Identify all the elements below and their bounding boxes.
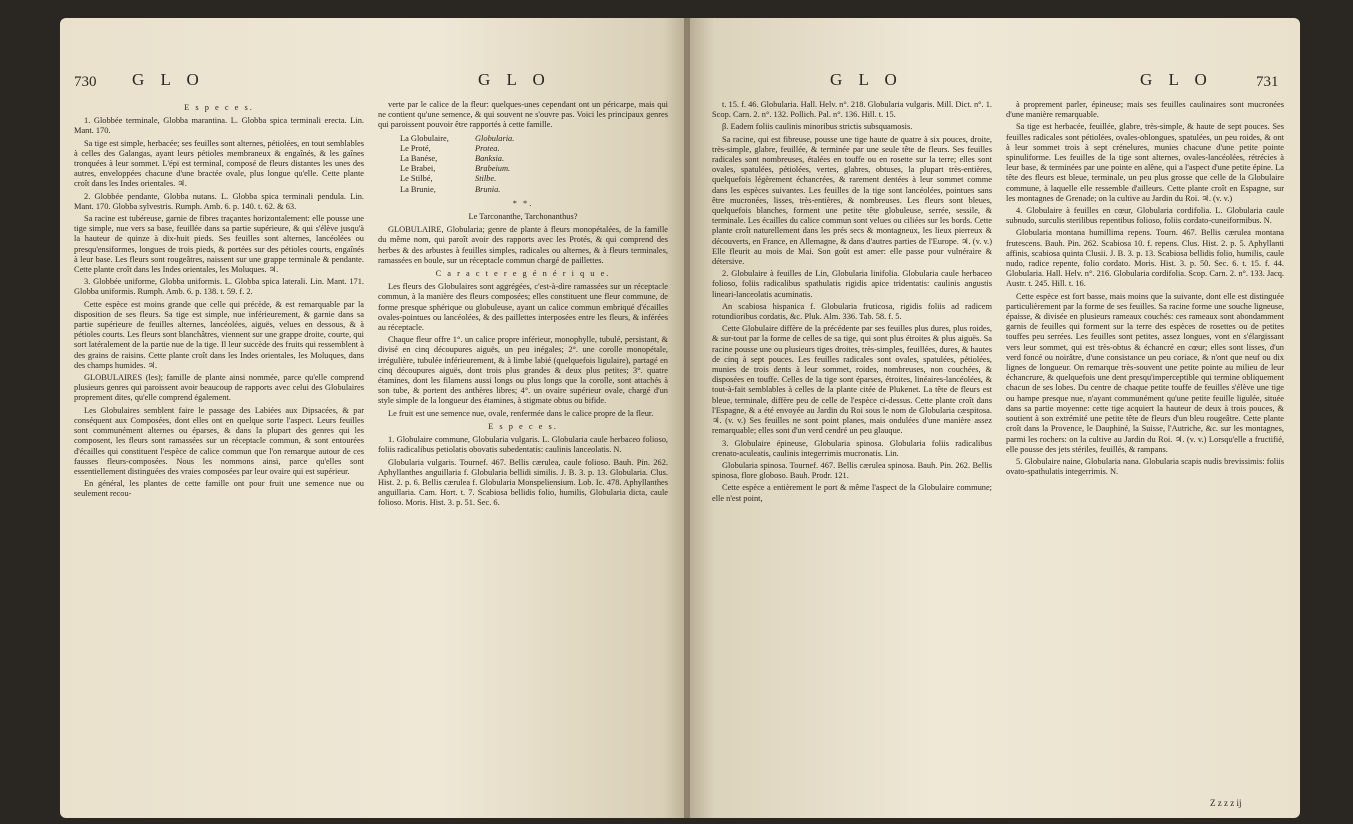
- paragraph: 1. Globulaire commune, Globularia vulgaris. L. Globularia caule herbaceo folioso, foliis radicalibus petiolatis obovatis subedentatis: caulinis lanceolatis. N.: [378, 435, 668, 455]
- genus-french: Le Proté,: [400, 143, 431, 153]
- signature-mark: Z z z z ij: [1210, 798, 1242, 808]
- section-heading: E s p e c e s.: [184, 103, 254, 112]
- paragraph: Cette espèce est moins grande que celle qui précède, & est remarquable par la disposition de ses fleurs. Sa tige est simple, nue inférieurement, & garnie dans sa partie supérieure de feuilles alternes, lancéolées, aiguës, velues en dessous, & à pétioles courts. Les fleurs sont blanchâtres, viennent sur une grappe droite, courte, qui sort latéralement de la partie nue de la tige. Il leur succède des fruits qui ressemblent à des grains de raisins. Cette plante croît dans les Indes orientales, les Moluques, dans des champs humides. ♃.: [74, 299, 364, 370]
- genus-row: [400, 164, 668, 174]
- left-running-head-2: G L O: [478, 70, 551, 89]
- genus-french: Le Brabei,: [400, 164, 436, 174]
- right-running-head-1: G L O: [830, 70, 903, 89]
- paragraph: Sa tige est herbacée, feuillée, glabre, très-simple, & haute de sept pouces. Ses feuilles radicales sont pétiolées, ovales-oblongues, spatulées, un peu roides, & ont à leur sommet trois à sept crénelures, munies chacune d'une petite pointe spinuliforme. Les feuilles de la tige sont alternes, ovales-lancéolées, rétrécies à leur base, & terminées par une pointe en alêne, qui a l'aspect d'une petite épine. La tête des fleurs est bleue, terminale, un peu plus grosse que celle de la Globulaire commune, à laquelle elle ressemble d'ailleurs. Cette plante croît en Espagne, sur les montagnes de Grenade; on la cultive au Jardin du Roi. ♃. (v. v.): [1006, 122, 1284, 203]
- right-column-1: [712, 100, 992, 800]
- genus-latin: Brunia.: [475, 184, 501, 194]
- paragraph: Cette espèce a entièrement le port & même l'aspect de la Globulaire commune; elle n'est point,: [712, 483, 992, 503]
- book-spread: [60, 18, 1300, 818]
- paragraph: En général, les plantes de cette famille ont pour fruit une semence nue ou seulement recou-: [74, 479, 364, 499]
- paragraph: Globularia spinosa. Tournef. 467. Bellis cærulea spinosa. Bauh. Pin. 262. Bellis spinosa, flore globoso. Bauh. Prodr. 121.: [712, 460, 992, 481]
- genus-latin: Stilbe.: [475, 174, 497, 184]
- genus-latin: Banksia.: [475, 154, 505, 164]
- paragraph: GLOBULAIRE, Globularia; genre de plante à fleurs monopétalées, de la famille du même nom, qui paroît avoir des rapports avec les Protés, & qui comprend des herbes & des arbustes à feuilles simples, radicales ou alternes, & à fleurs terminales, ramassées en boule, sur un réceptacle commun chargé de paillettes.: [378, 225, 668, 265]
- genus-row: [400, 174, 668, 184]
- genus-french: La Banése,: [400, 154, 438, 164]
- paragraph: Sa tige est simple, herbacée; ses feuilles sont alternes, pétiolées, en tout semblables à celles des Galangas, ayant leurs pétioles membraneux & engaînés, & les gaînes tronquées à leur sommet. L'épi est terminal, composé de fleurs distantes les unes des autres, enveloppées chacune d'une bractée ovale, plus longue qu'elle. Cette plante croît dans les Indes orientales. ♃.: [74, 138, 364, 189]
- stars: * *.: [512, 198, 534, 208]
- right-running-head-2: G L O: [1140, 70, 1213, 89]
- section-heading: E s p e c e s.: [488, 421, 558, 431]
- left-column-1: [74, 100, 364, 800]
- genus-latin: Globularia.: [475, 133, 515, 143]
- paragraph: Les fleurs des Globulaires sont aggrégées, c'est-à-dire ramassées sur un réceptacle commun, à la manière des fleurs composées; elles constituent une fleur commune, de forme presque sphérique ou globuleuse, ayant un calice commun embriqué d'écailles ovales-pointues ou lancéolées, & des paillettes interposées entre les fleurs, & inférées au réceptacle.: [378, 282, 668, 333]
- genera-intro: verte par le calice de la fleur: quelques-unes cependant ont un péricarpe, mais qui ne contient qu'une semence, & qui souvent ne s'ouvre pas. Voici les principaux genres qui paroissent pouvoir être rapportés à cette famille.: [378, 100, 668, 130]
- paragraph: Globularia vulgaris. Tournef. 467. Bellis cærulea, caule folioso. Bauh. Pin. 262. Aphyllanthes anguillaria f. Globularia bellidi similis. J. B. 3. p. 13. Globularia. Clus. Hist. 2. p. 6. Bellis cærulea f. Globularia Monspeliensium. Lob. Ic. 478. Aphyllanthes anguillaria. Cam. Hort. t. 7. Scabiosa bellidis folio, humilis, Globularia dicta, caule folioso. Moris. Hist. 3. p. 51. Sec. 6.: [378, 457, 668, 508]
- genera-list: [400, 134, 668, 195]
- paragraph: 1. Globbée terminale, Globba marantina. L. Globba spica terminali erecta. Lin. Mant. 170.: [74, 116, 364, 136]
- paragraph: 4. Globulaire à feuilles en cœur, Globularia cordifolia. L. Globularia caule subnudo, surculis sterilibus repentibus folioso, foliis cordato-cuneiformibus. N.: [1006, 206, 1284, 226]
- paragraph: Le fruit est une semence nue, ovale, renfermée dans le calice propre de la fleur.: [388, 408, 654, 418]
- genus-french: La Globulaire,: [400, 133, 449, 143]
- genus-row: [400, 154, 668, 164]
- genus-latin: Protea.: [475, 143, 500, 153]
- paragraph: 5. Globulaire naine, Globularia nana. Globularia scapis nudis brevissimis: foliis ovato-spathulatis integerrimis. N.: [1006, 456, 1284, 477]
- genus-french: Le Stilbé,: [400, 174, 433, 184]
- paragraph: Cette espèce est fort basse, mais moins que la suivante, dont elle est distinguée particulièrement par la forme de ses feuilles. Sa racine forme une souche ligneuse, épaisse, & divisée en plusieurs rameaux couchés: ces rameaux sont abondamment garnis de feuilles qui forment sur la terre des espèces de rosettes ou de petites touffes peu serrées. Les feuilles sont petites, assez longues, vont en s'élargissant vers leur sommet, qui est très-obtus & échancré en cœur; elles sont lisses, d'un verd foncé ou noirâtre, d'une consistance un peu coriace, & n'ont que neuf ou dix lignes de longueur. On remarque très-souvent une petite pointe au milieu de leur échancrure, & quelquefois une dent presqu'imperceptible qui termine obliquement chacun de ses lobes. Du centre de chaque petite touffe de feuilles s'élève une tige ou hampe presque nue, n'ayant communément qu'une petite feuille ligulée, située dans sa partie moyenne: cette tige acquiert la hauteur de deux à trois pouces, & soutient à son extrémité une petite tête de fleurs d'un bleu rougeâtre. Cette plante croît dans la Provence, le Dauphiné, la Suisse, l'Autriche, &c. sur les montagnes, parmi les rochers: on la cultive au Jardin du Roi. ♃. (v. v.) Lorsqu'elle a fructifié, elle pousse des jets stériles, feuillés, & rampans.: [1006, 291, 1284, 454]
- paragraph: Sa racine, qui est fibreuse, pousse une tige haute de quatre à six pouces, droite, très-simple, glabre, feuillée, & terminée par une seule tête de fleurs. Ses feuilles radicales sont nombreuses, étalées en touffe ou en rosette sur la terre; elles sont ovales, spatulées, pétiolées, vertes, glabres, obtuses, la plupart très-entières, quelquefois légèrement échancrées, & rarement dentées à leur sommet comme dans les espèces suivantes. Les feuilles de la tige sont lancéolées, pointues sans être mucronées, lisses, très-entières, & nombreuses. Les fleurs sont bleues, quelquefois blanches, forment une petite tête globuleuse, serrée, sessile, & terminale. Les écailles du calice commun sont velues ou ciliées sur les bords. Cette plante croît naturellement dans les prés secs & montagneux, les lieux pierreux & découverts, en France, en Allemagne, & dans d'autres parties de l'Europe. ♃. (v. v.) Elle fleurit au mois de Mai. Son goût est amer: elle passe pour vulnéraire & détersive.: [712, 134, 992, 267]
- paragraph: à proprement parler, épineuse; mais ses feuilles caulinaires sont mucronées d'une manière remarquable.: [1006, 100, 1284, 120]
- paragraph: Les Globulaires semblent faire le passage des Labiées aux Dipsacées, & par conséquent aux Composées, dont elles ont en quelque sorte l'aspect. Leurs feuilles sont communément alternes ou éparses, & dans la plupart des genres qui les composent, les fleurs sont ramassées sur un réceptacle commun, & sont entourées d'écailles qui constituent l'espèce de calice commun que l'on remarque autour de ces fausses fleurs-composées. Nous les nommons ainsi, parce qu'elles sont essentiellement distinguées des vraies composées par leur ovaire qui est supérieur.: [74, 405, 364, 476]
- genus-row: [400, 185, 668, 195]
- genus-row: [400, 134, 668, 144]
- tarconanthe: Le Tarconanthe, Tarchonanthus?: [468, 212, 578, 222]
- paragraph: β. Eadem foliis caulinis minoribus strictis subsquamosis.: [722, 122, 913, 132]
- section-heading: C a r a c t e r e g é n é r i q u e.: [435, 269, 611, 279]
- paragraph: t. 15. f. 46. Globularia. Hall. Helv. n°. 218. Globularia vulgaris. Mill. Dict. n°. 1. Scop. Carn. 2. n°. 132. Pollich. Pal. n°. 136. Hill. t. 15.: [712, 100, 992, 120]
- genus-latin: Brabeium.: [475, 164, 511, 174]
- genus-row: [400, 144, 668, 154]
- right-page: [690, 18, 1300, 818]
- right-page-number: 731: [1256, 74, 1279, 90]
- paragraph: 3. Globulaire épineuse, Globularia spinosa. Globularia foliis radicalibus crenato-aculeatis, caulinis integerrimis mucronatis. Lin.: [712, 438, 992, 458]
- genus-french: La Brunie,: [400, 184, 436, 194]
- paragraph: 3. Globbée uniforme, Globba uniformis. L. Globba spica laterali. Lin. Mant. 171. Globba uniformis. Rumph. Amb. 6. p. 138. t. 59. f. 2.: [74, 277, 364, 297]
- left-page: [60, 18, 688, 818]
- paragraph: Cette Globulaire diffère de la précédente par ses feuilles plus dures, plus roides, & sur-tout par la forme de celles de sa tige, qui sont plus étroites & plus aiguës. Sa racine pousse une ou plusieurs tiges droites, très-simples, feuillées, dures, & hautes de cinq à sept pouces. Les feuilles radicales sont ovales, spatulées, pétiolées, munies de trois dents à leur sommet, roides, nombreuses, non couchées, & disposées en touffe. Celles de la tige sont éparses, étroites, linéaires-lancéolées, & tout-à-fait semblables à celles de la plante citée de Plukenet. La tête de fleurs est bleue, terminale, diffère peu de celle de l'espèce ci-dessus. Cette plante croît dans l'Espagne, & a été envoyée au Jardin du Roi sous le nom de Globularia cæspitosa. ♃. (v. v.) Ses feuilles ne sont point planes, mais ondulées d'une manière assez remarquable; elles sont d'un verd cendré un peu glauque.: [712, 324, 992, 436]
- paragraph: 2. Globbée pendante, Globba nutans. L. Globba spica terminali pendula. Lin. Mant. 170. Globba sylvestris. Rumph. Amb. 6. p. 140. t. 62. & 63.: [74, 191, 364, 211]
- paragraph: Chaque fleur offre 1°. un calice propre inférieur, monophylle, tubulé, persistant, & divisé en cinq découpures aiguës, un peu inégales; 2°. une corolle monopétale, irrégulière, tubulée inférieurement, & à limbe labié (quelquefois ligulaire), partagé en cinq découpures aiguës, dont trois plus grandes & deux plus petites; 3°. quatre étamines, dont les filamens aussi longs ou plus longs que la corolle, sont attachés à son tube, & portent des anthères libres; 4°. un ovaire supérieur ovale, chargé d'un style simple de la longueur des étamines, à stigmate obtus ou bifide.: [378, 335, 668, 406]
- paragraph: Globularia montana humillima repens. Tourn. 467. Bellis cærulea montana frutescens. Bauh. Pin. 262. Scabiosa 10. f. repens. Clus. Hist. 2. p. 5. Aphyllanti affinis, scabiosa quinta Clusii. J. B. 3. p. 13. Scabiosa bellidis folio, humilis, caule nudo, radice repente, folio cordato. Moris. Hist. 3. p. 50. Sec. 6. t. 15. f. 44. Globularia. Hall. Helv. n°. 216. Globularia cordifolia. Scop. Carn. 2. n°. 133. Jacq. Austr. t. 245. Hill. t. 16.: [1006, 228, 1284, 289]
- paragraph: GLOBULAIRES (les); famille de plante ainsi nommée, parce qu'elle comprend plusieurs genres qui paroissent avoir beaucoup de rapports avec celui des Globulaires proprement dites, qu'elle comprend également.: [74, 373, 364, 403]
- left-column-2: [378, 100, 668, 800]
- paragraph: 2. Globulaire à feuilles de Lin, Globularia linifolia. Globularia caule herbaceo folioso, foliis radicalibus spathulatis rigidis apice tridentatis: caulinis angustis lineari-lanceolatis acuminatis.: [712, 269, 992, 299]
- right-column-2: [1006, 100, 1284, 780]
- paragraph: Sa racine est tubéreuse, garnie de fibres traçantes horizontalement: elle pousse une tige simple, nue vers sa base, feuillée dans sa partie supérieure, & qui s'élève jusqu'à la hauteur de quinze à dix-huit pieds. Ses feuilles sont alternes, lancéolées ou presqu'ensiformes, longues de trois pieds, & portées sur des pétioles courts, engaînés à leur base. Les fleurs sont rougeâtres, naissent sur une grappe terminale & pendante. Cette plante croît dans les Indes orientales, les Moluques. ♃.: [74, 214, 364, 275]
- left-running-head-1: G L O: [132, 70, 205, 89]
- paragraph: An scabiosa hispanica f. Globularia fruticosa, rigidis foliis ad radicem rotundioribus cordatis, &c. Pluk. Alm. 336. Tab. 58. f. 5.: [712, 301, 992, 322]
- left-page-number: 730: [74, 74, 97, 90]
